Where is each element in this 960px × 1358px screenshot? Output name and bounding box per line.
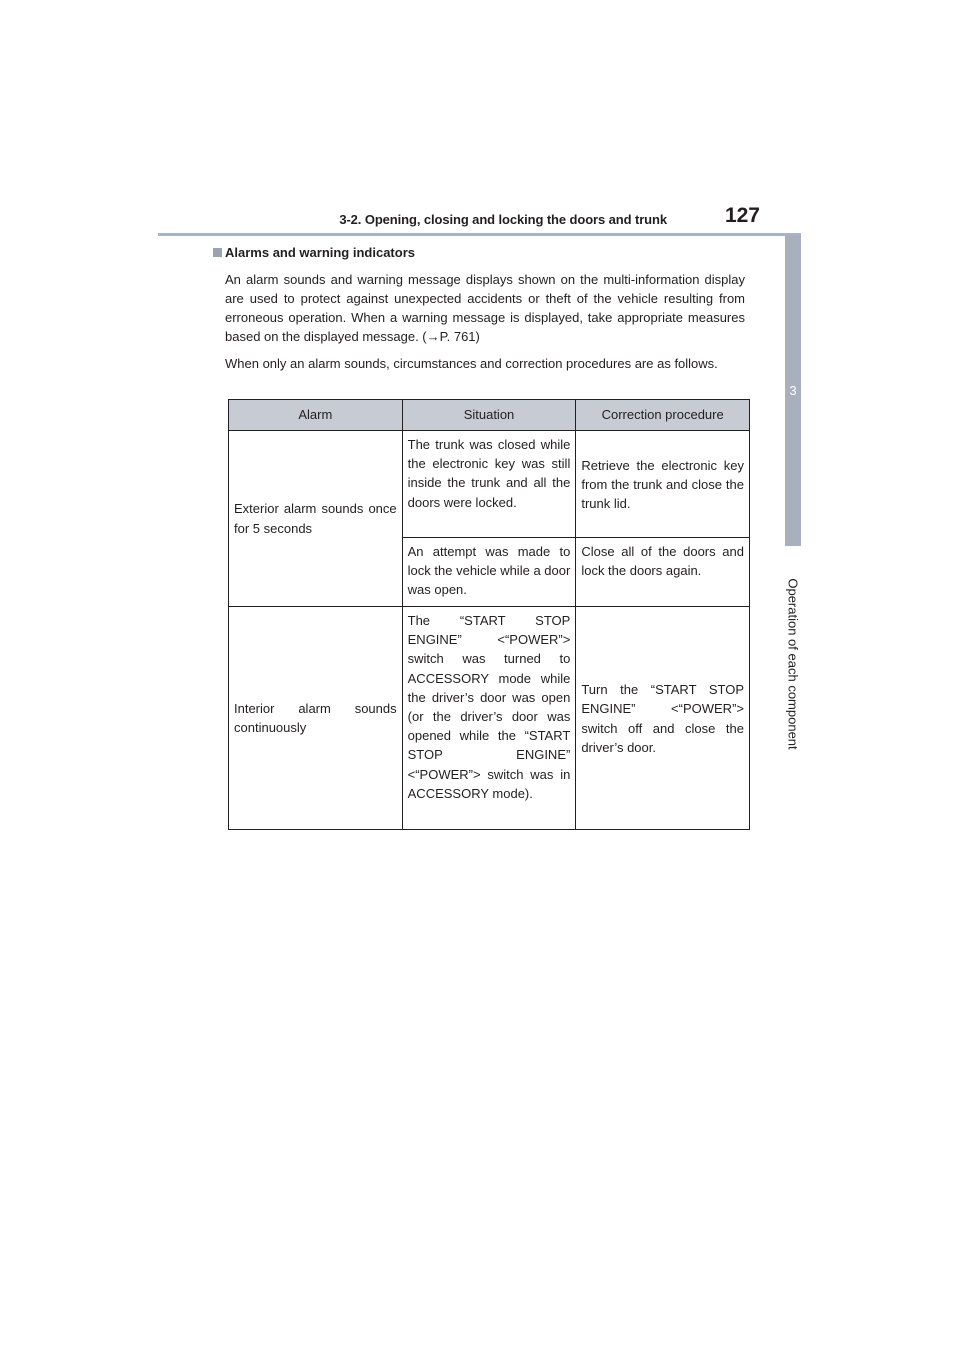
situation-cell: The trunk was closed while the electronic key was still inside the trunk and all the doors were locked. [402,431,576,538]
alarm-cell: Exterior alarm sounds once for 5 seconds [229,431,403,607]
chapter-label: Operation of each component [785,578,801,750]
section-heading [213,245,415,260]
page-header [158,198,801,236]
alarm-only-paragraph: When only an alarm sounds, circumstances and correction procedures are as follows. [225,356,718,371]
alarm-cell: Interior alarm sounds continuously [229,607,403,830]
table-header-row [229,400,750,431]
square-bullet-icon [213,248,222,257]
alarm-table [228,399,750,830]
section-heading-text: Alarms and warning indicators [225,245,415,260]
correction-cell: Retrieve the electronic key from the trunk and close the trunk lid. [576,431,750,538]
chapter-label-box [785,546,801,782]
header-title: 3-2. Opening, closing and locking the doors and trunk [339,212,667,227]
chapter-side-tab [785,235,801,775]
column-header-alarm: Alarm [229,400,403,431]
page-number: 127 [724,204,760,227]
table-row [229,431,750,538]
situation-cell: An attempt was made to lock the vehicle while a door was open. [402,538,576,607]
column-header-correction: Correction procedure [576,400,750,431]
column-header-situation: Situation [402,400,576,431]
situation-cell: The “START STOP ENGINE” <“POWER”> switch was turned to ACCESSORY mode while the driver’s door was open (or the driver’s door was opened while the “START STOP ENGINE” <“POWER”> switch was in ACCESSORY mode). [402,607,576,830]
correction-cell: Turn the “START STOP ENGINE” <“POWER”> switch off and close the driver’s door. [576,607,750,830]
table-row [229,607,750,830]
chapter-number: 3 [785,235,801,546]
intro-paragraph: An alarm sounds and warning message displays shown on the multi-information display are used to protect against unexpected accidents or theft of the vehicle resulting from erroneous operation. When a warning message is displayed, take appropriate measures based on the displayed message. (→P. 761) [225,272,745,344]
correction-cell: Close all of the doors and lock the doors again. [576,538,750,607]
